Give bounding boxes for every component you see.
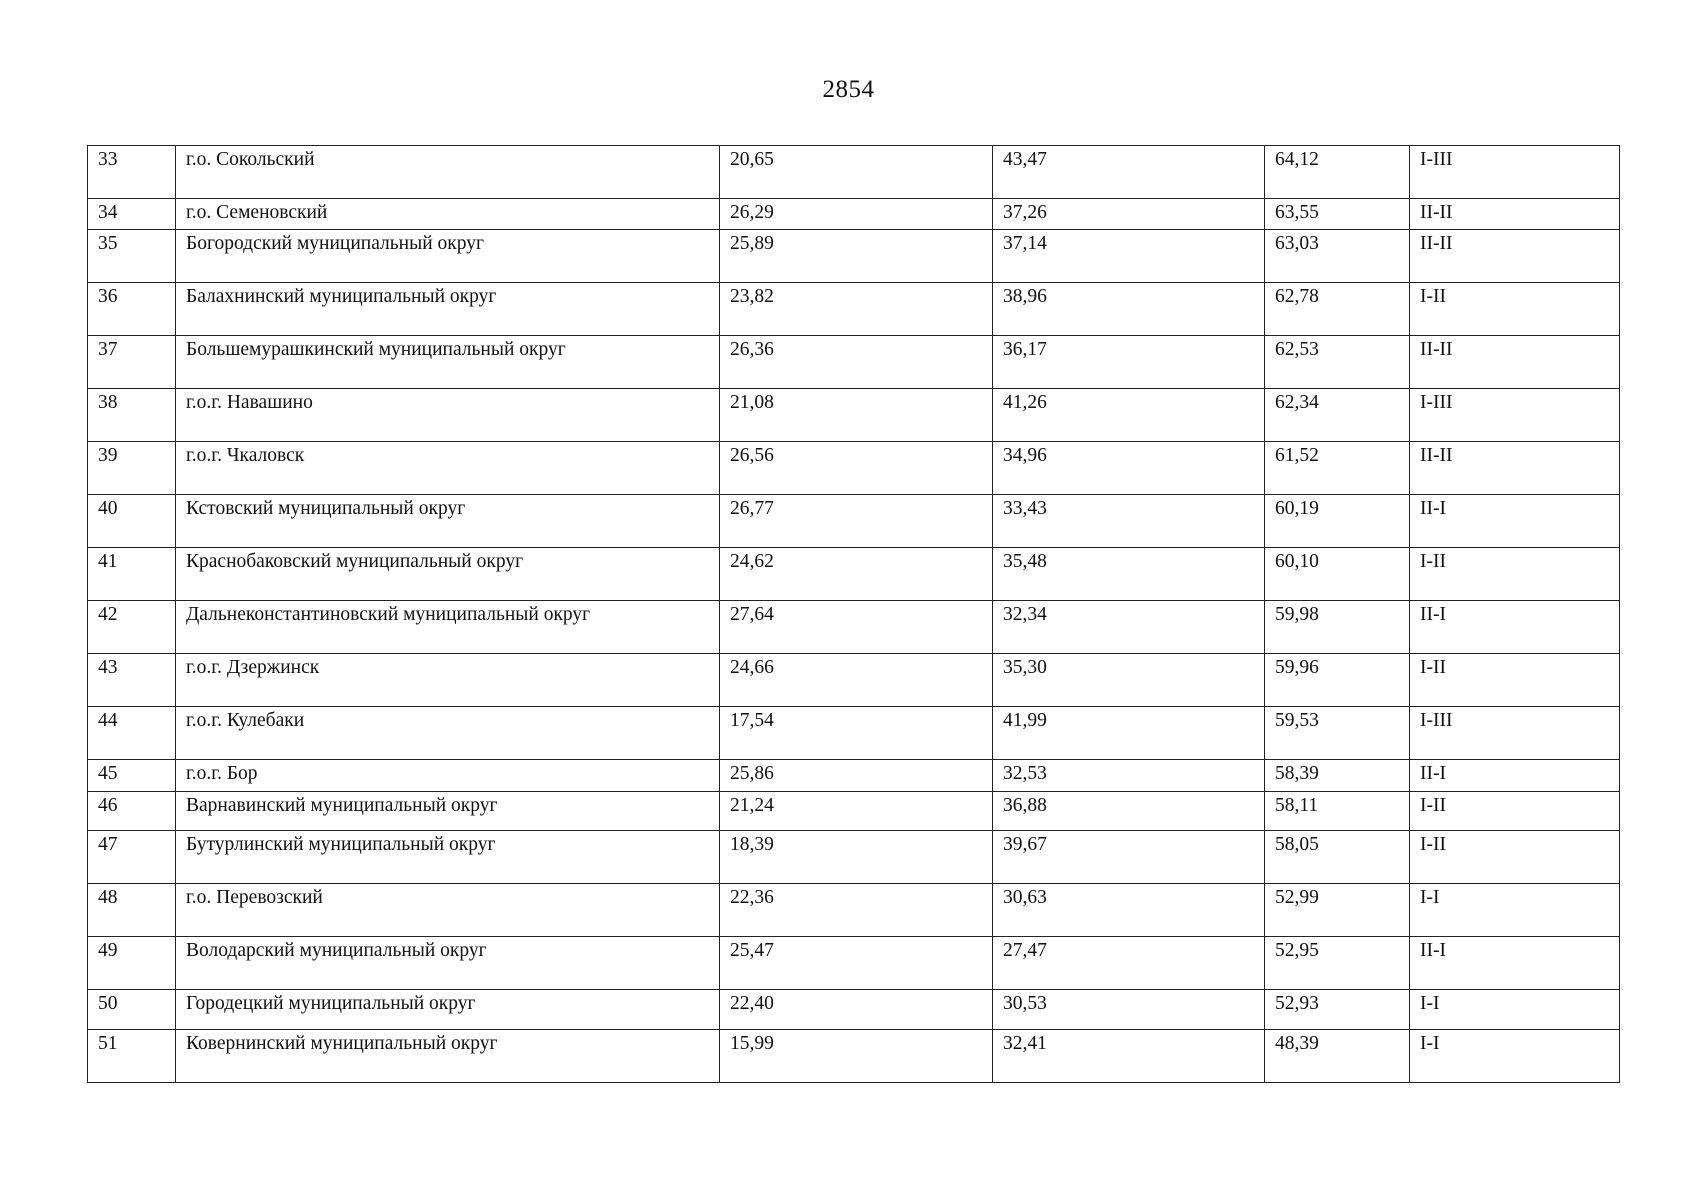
cell-group: II-II: [1410, 199, 1620, 230]
cell-value-a: 26,36: [720, 336, 993, 389]
cell-total: 52,99: [1265, 884, 1410, 937]
table-row: [88, 199, 1620, 230]
cell-group: I-III: [1410, 707, 1620, 760]
cell-value-a: 24,66: [720, 654, 993, 707]
ranking-table: [87, 145, 1620, 1083]
cell-municipality: Варнавинский муниципальный округ: [176, 792, 720, 831]
cell-value-b: 39,67: [993, 831, 1265, 884]
cell-group: I-III: [1410, 146, 1620, 199]
cell-municipality: г.о. Семеновский: [176, 199, 720, 230]
table-body: [88, 146, 1620, 1083]
table-row: [88, 937, 1620, 990]
cell-value-b: 32,53: [993, 760, 1265, 792]
cell-total: 58,39: [1265, 760, 1410, 792]
cell-value-b: 34,96: [993, 442, 1265, 495]
cell-number: 49: [88, 937, 176, 990]
cell-number: 47: [88, 831, 176, 884]
cell-municipality: Городецкий муниципальный округ: [176, 990, 720, 1030]
cell-municipality: г.о. Сокольский: [176, 146, 720, 199]
cell-number: 51: [88, 1030, 176, 1083]
cell-group: II-I: [1410, 601, 1620, 654]
cell-municipality: г.о.г. Кулебаки: [176, 707, 720, 760]
table-row: [88, 442, 1620, 495]
cell-value-b: 35,48: [993, 548, 1265, 601]
cell-municipality: г.о.г. Навашино: [176, 389, 720, 442]
cell-total: 63,55: [1265, 199, 1410, 230]
table-row: [88, 336, 1620, 389]
cell-value-a: 15,99: [720, 1030, 993, 1083]
cell-number: 38: [88, 389, 176, 442]
cell-number: 50: [88, 990, 176, 1030]
cell-total: 58,11: [1265, 792, 1410, 831]
cell-value-b: 33,43: [993, 495, 1265, 548]
cell-group: II-II: [1410, 336, 1620, 389]
cell-value-b: 41,99: [993, 707, 1265, 760]
cell-number: 43: [88, 654, 176, 707]
table-row: [88, 548, 1620, 601]
cell-value-b: 30,53: [993, 990, 1265, 1030]
cell-group: I-II: [1410, 654, 1620, 707]
cell-value-a: 17,54: [720, 707, 993, 760]
cell-value-b: 36,17: [993, 336, 1265, 389]
cell-municipality: Володарский муниципальный округ: [176, 937, 720, 990]
cell-total: 62,34: [1265, 389, 1410, 442]
cell-value-a: 25,47: [720, 937, 993, 990]
cell-group: I-III: [1410, 389, 1620, 442]
cell-total: 59,53: [1265, 707, 1410, 760]
cell-number: 36: [88, 283, 176, 336]
cell-value-b: 35,30: [993, 654, 1265, 707]
cell-value-a: 21,08: [720, 389, 993, 442]
cell-group: I-II: [1410, 831, 1620, 884]
table-row: [88, 707, 1620, 760]
cell-total: 60,19: [1265, 495, 1410, 548]
cell-total: 62,78: [1265, 283, 1410, 336]
cell-municipality: Дальнеконстантиновский муниципальный округ: [176, 601, 720, 654]
cell-value-b: 30,63: [993, 884, 1265, 937]
cell-value-a: 25,89: [720, 230, 993, 283]
cell-group: II-II: [1410, 230, 1620, 283]
cell-value-a: 24,62: [720, 548, 993, 601]
cell-value-a: 26,29: [720, 199, 993, 230]
cell-total: 52,93: [1265, 990, 1410, 1030]
cell-value-b: 27,47: [993, 937, 1265, 990]
page-number: 2854: [822, 76, 875, 103]
cell-municipality: Ковернинский муниципальный округ: [176, 1030, 720, 1083]
table-row: [88, 495, 1620, 548]
cell-group: II-I: [1410, 495, 1620, 548]
cell-total: 58,05: [1265, 831, 1410, 884]
cell-value-b: 36,88: [993, 792, 1265, 831]
cell-value-b: 37,26: [993, 199, 1265, 230]
table-row: [88, 389, 1620, 442]
cell-municipality: Богородский муниципальный округ: [176, 230, 720, 283]
cell-municipality: Бутурлинский муниципальный округ: [176, 831, 720, 884]
cell-group: I-I: [1410, 1030, 1620, 1083]
cell-number: 40: [88, 495, 176, 548]
cell-value-a: 22,36: [720, 884, 993, 937]
cell-group: II-II: [1410, 442, 1620, 495]
cell-number: 45: [88, 760, 176, 792]
cell-value-b: 32,41: [993, 1030, 1265, 1083]
table-row: [88, 831, 1620, 884]
table-row: [88, 760, 1620, 792]
cell-group: II-I: [1410, 937, 1620, 990]
cell-number: 39: [88, 442, 176, 495]
cell-value-b: 43,47: [993, 146, 1265, 199]
cell-total: 60,10: [1265, 548, 1410, 601]
cell-total: 61,52: [1265, 442, 1410, 495]
cell-number: 35: [88, 230, 176, 283]
table-row: [88, 654, 1620, 707]
cell-total: 48,39: [1265, 1030, 1410, 1083]
cell-value-a: 26,56: [720, 442, 993, 495]
cell-municipality: г.о.г. Дзержинск: [176, 654, 720, 707]
table-row: [88, 146, 1620, 199]
cell-municipality: г.о. Перевозский: [176, 884, 720, 937]
cell-value-a: 21,24: [720, 792, 993, 831]
cell-value-a: 23,82: [720, 283, 993, 336]
cell-value-a: 25,86: [720, 760, 993, 792]
table-row: [88, 601, 1620, 654]
cell-number: 48: [88, 884, 176, 937]
cell-municipality: Балахнинский муниципальный округ: [176, 283, 720, 336]
cell-value-b: 37,14: [993, 230, 1265, 283]
cell-value-b: 41,26: [993, 389, 1265, 442]
cell-number: 41: [88, 548, 176, 601]
cell-total: 64,12: [1265, 146, 1410, 199]
cell-number: 42: [88, 601, 176, 654]
cell-municipality: г.о.г. Бор: [176, 760, 720, 792]
cell-total: 59,98: [1265, 601, 1410, 654]
cell-municipality: Большемурашкинский муниципальный округ: [176, 336, 720, 389]
table-row: [88, 230, 1620, 283]
table-row: [88, 283, 1620, 336]
cell-number: 34: [88, 199, 176, 230]
cell-group: I-II: [1410, 792, 1620, 831]
cell-value-a: 22,40: [720, 990, 993, 1030]
cell-total: 59,96: [1265, 654, 1410, 707]
cell-group: I-II: [1410, 548, 1620, 601]
cell-value-b: 32,34: [993, 601, 1265, 654]
cell-total: 52,95: [1265, 937, 1410, 990]
table-row: [88, 884, 1620, 937]
cell-group: I-II: [1410, 283, 1620, 336]
cell-value-a: 18,39: [720, 831, 993, 884]
cell-number: 33: [88, 146, 176, 199]
cell-municipality: г.о.г. Чкаловск: [176, 442, 720, 495]
cell-municipality: Краснобаковский муниципальный округ: [176, 548, 720, 601]
cell-number: 44: [88, 707, 176, 760]
cell-value-a: 26,77: [720, 495, 993, 548]
cell-group: I-I: [1410, 990, 1620, 1030]
cell-value-a: 27,64: [720, 601, 993, 654]
cell-number: 37: [88, 336, 176, 389]
cell-municipality: Кстовский муниципальный округ: [176, 495, 720, 548]
cell-value-b: 38,96: [993, 283, 1265, 336]
table-row: [88, 792, 1620, 831]
cell-number: 46: [88, 792, 176, 831]
cell-total: 62,53: [1265, 336, 1410, 389]
cell-group: I-I: [1410, 884, 1620, 937]
table-row: [88, 990, 1620, 1030]
table-row: [88, 1030, 1620, 1083]
cell-total: 63,03: [1265, 230, 1410, 283]
cell-value-a: 20,65: [720, 146, 993, 199]
cell-group: II-I: [1410, 760, 1620, 792]
